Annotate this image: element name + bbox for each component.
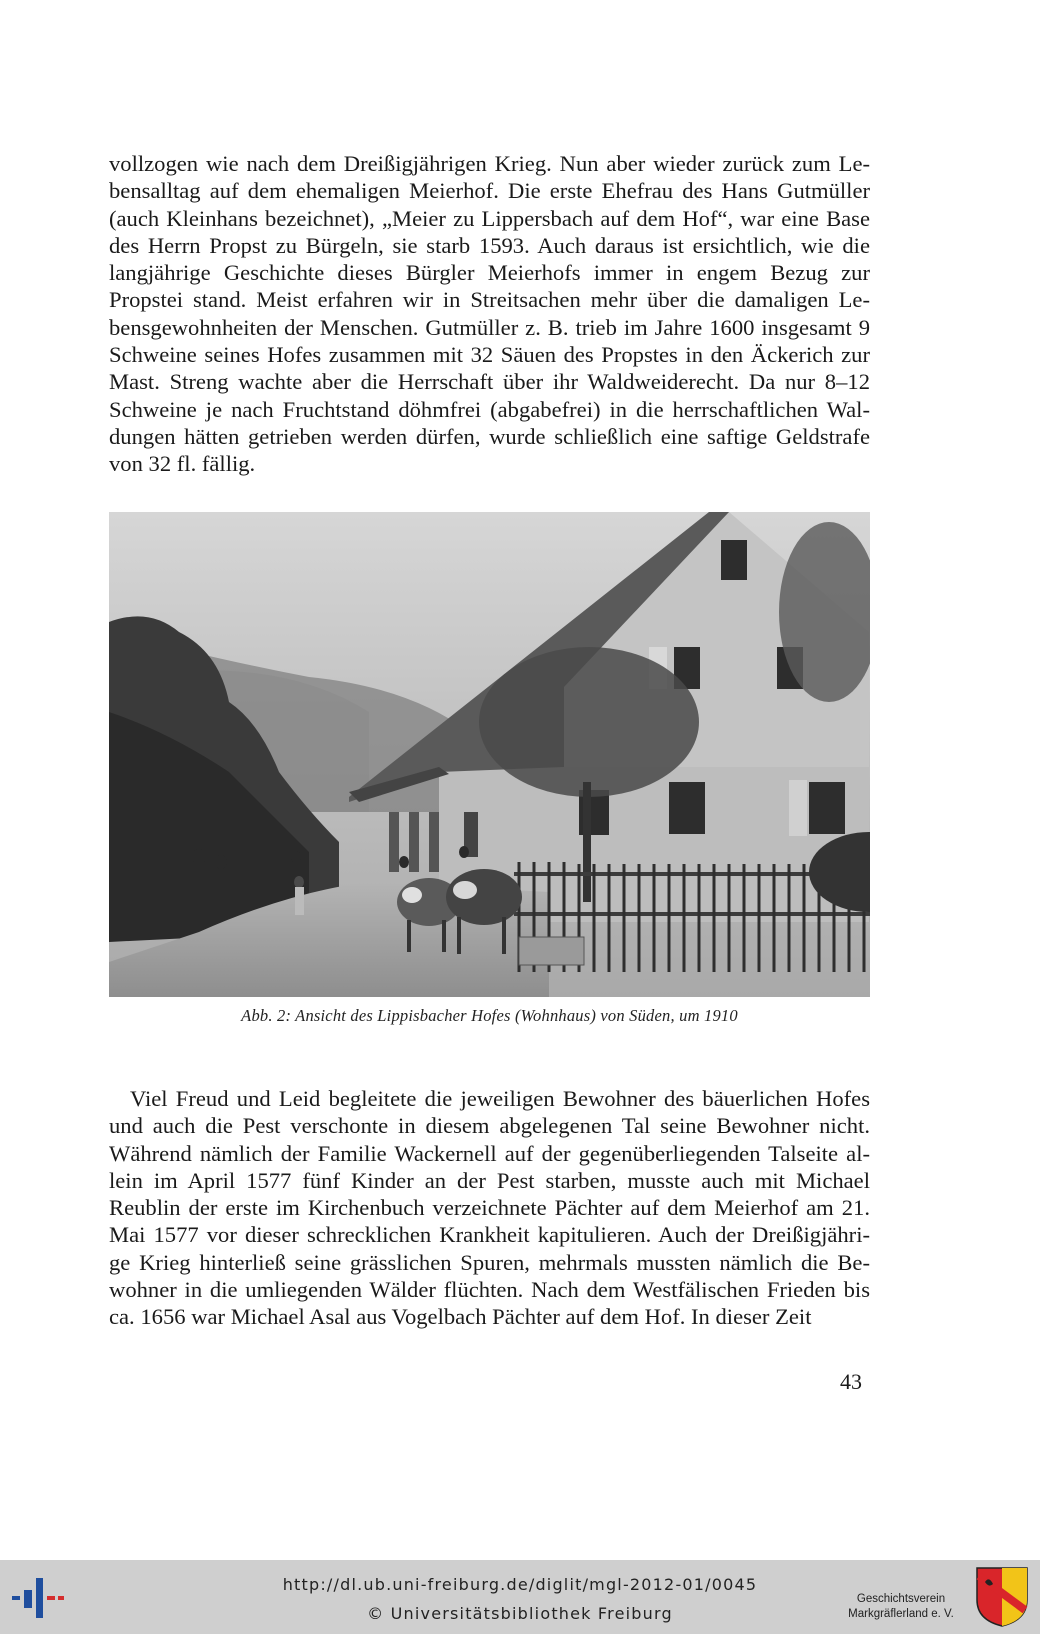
text-line: Reublin der erste im Kirchenbuch verzeichnete Pächter auf dem Meierhof am 21. <box>109 1195 870 1221</box>
text-line: des Herrn Propst zu Bürgeln, sie starb 1593. Auch daraus ist ersichtlich, wie die <box>109 232 870 258</box>
footer-copyright: © Universitätsbibliothek Freiburg <box>367 1604 673 1623</box>
text-line: bensgewohnheiten der Menschen. Gutmüller z. B. trieb im Jahre 1600 insgesamt 9 <box>109 314 870 340</box>
text-line: und auch die Pest verschonte in diesem abgelegenen Tal seine Bewohner nicht. <box>109 1113 870 1139</box>
farmhouse-photo <box>109 512 870 997</box>
coat-of-arms-icon <box>975 1566 1029 1628</box>
paragraph-2 <box>109 1085 870 1331</box>
text-line: Propstei stand. Meist erfahren wir in Streitsachen mehr über die damaligen Le- <box>109 287 870 313</box>
page-number: 43 <box>840 1369 862 1394</box>
text-line: Viel Freud und Leid begleitete die jeweiligen Bewohner des bäuerlichen Hofes <box>130 1086 870 1111</box>
text-line: vollzogen wie nach dem Dreißigjährigen Krieg. Nun aber wieder zurück zum Le- <box>109 151 870 176</box>
text-line: Schweine seines Hofes zusammen mit 32 Säuen des Propstes in den Äckerich zur <box>109 342 870 368</box>
footer-bar <box>0 1560 1040 1634</box>
footer-verein-label <box>836 1592 966 1622</box>
text-line: wohner in die umliegenden Wälder flüchten. Nach dem Westfälischen Frieden bis <box>109 1277 870 1303</box>
text-line: Mai 1577 vor dieser schrecklichen Krankheit kapitulieren. Auch der Dreißigjähri- <box>109 1222 870 1248</box>
text-line: ge Krieg hinterließ seine grässlichen Spuren, mehrmals mussten nämlich die Be- <box>109 1249 870 1275</box>
figure-caption: Abb. 2: Ansicht des Lippisbacher Hofes (Wohnhaus) von Süden, um 1910 <box>241 1006 738 1025</box>
text-line: Mast. Streng wachte aber die Herrschaft über ihr Waldweiderecht. Da nur 8–12 <box>109 369 870 395</box>
text-line: ca. 1656 war Michael Asal aus Vogelbach Pächter auf dem Hof. In dieser Zeit <box>109 1304 812 1330</box>
paragraph-1 <box>109 150 870 478</box>
text-line: lein im April 1577 fünf Kinder an der Pest starben, musste auch mit Michael <box>109 1167 870 1193</box>
text-line: Während nämlich der Familie Wackernell auf der gegenüberliegenden Talseite al- <box>109 1140 870 1166</box>
footer-url[interactable]: http://dl.ub.uni-freiburg.de/diglit/mgl-2012-01/0045 <box>282 1575 758 1594</box>
text-line: Schweine je nach Fruchtstand döhmfrei (abgabefrei) in die herrschaftlichen Wal- <box>109 396 870 422</box>
text-line: bensalltag auf dem ehemaligen Meierhof. Die erste Ehefrau des Hans Gutmüller <box>109 178 870 204</box>
text-line: (auch Kleinhans bezeichnet), „Meier zu Lippersbach auf dem Hof“, war eine Base <box>109 205 870 231</box>
text-line: langjährige Geschichte dieses Bürgler Meierhofs immer in engem Bezug zur <box>109 260 870 286</box>
text-line: dungen hätten getrieben werden dürfen, wurde schließlich eine saftige Geldstrafe <box>109 423 870 449</box>
text-line: von 32 fl. fällig. <box>109 451 256 477</box>
verein-line-1: Geschichtsverein <box>856 1593 946 1605</box>
verein-line-2: Markgräflerland e. V. <box>848 1608 954 1620</box>
